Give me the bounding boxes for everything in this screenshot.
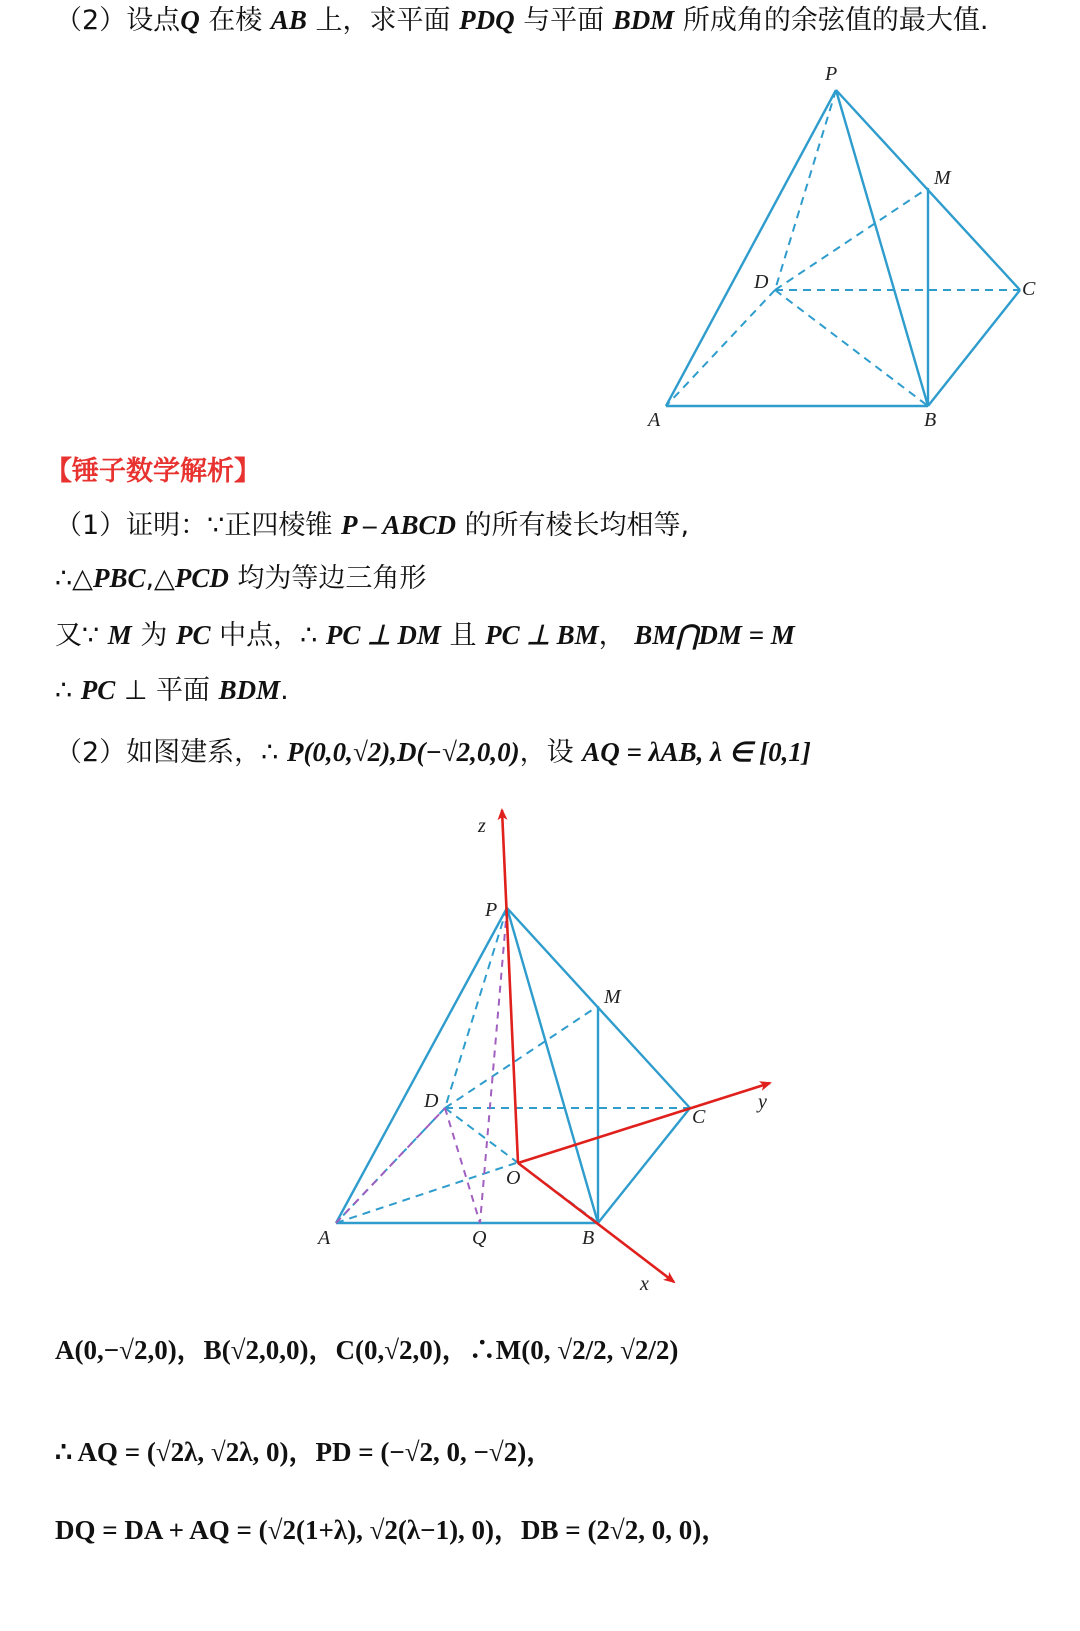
- label-Q2: Q: [472, 1227, 487, 1249]
- label-x: x: [640, 1273, 649, 1295]
- label-y: y: [758, 1091, 767, 1113]
- label-P2: P: [485, 899, 498, 921]
- solution-line-1: （1）证明：∵正四棱锥 P – ABCD 的所有棱长均相等,: [55, 510, 690, 541]
- equation-line-3: DQ = DA + AQ = (√2(1+λ), √2(λ−1), 0)，DB = (2√2, 0, 0)，: [55, 1515, 729, 1545]
- z-axis: [502, 810, 518, 1163]
- solution-line-2: ∴△PBC,△PCD 均为等边三角形: [55, 563, 427, 594]
- label-A: A: [648, 409, 661, 431]
- label-B: B: [924, 409, 937, 431]
- edge-PB: [836, 90, 928, 406]
- question-line: （2）设点Q 在棱 AB 上，求平面 PDQ 与平面 BDM 所成角的余弦值的最大值.: [55, 5, 989, 36]
- edge-PA: [666, 90, 836, 406]
- edge2-PQ: [480, 908, 507, 1223]
- edge-DA: [666, 290, 775, 406]
- label-P: P: [825, 63, 838, 85]
- label-C2: C: [692, 1106, 706, 1128]
- label-D2: D: [424, 1090, 439, 1112]
- equation-line-2: ∴ AQ = (√2λ, √2λ, 0)，PD = (−√2, 0, −√2)，: [55, 1437, 554, 1467]
- edge-BC: [928, 290, 1020, 406]
- edge-DM: [775, 188, 928, 290]
- solution-line-3: 又∵ M 为 PC 中点，∴ PC ⊥ DM 且 PC ⊥ BM， BM⋂DM = M: [55, 620, 795, 651]
- pyramid-figure: [0, 50, 1080, 490]
- y-axis: [518, 1083, 770, 1163]
- coordinate-figure: [0, 800, 1080, 1310]
- label-M: M: [934, 167, 951, 189]
- equation-line-1: A(0,−√2,0)，B(√2,0,0)，C(0,√2,0)，∴M(0, √2/2, √2/2): [55, 1335, 679, 1365]
- edge2-PB: [507, 908, 598, 1223]
- solution-line-5: （2）如图建系，∴ P(0,0,√2),D(−√2,0,0)，设 AQ = λAB, λ ∈ [0,1]: [55, 737, 811, 768]
- label-O: O: [506, 1167, 521, 1189]
- section-title: 【锤子数学解析】: [45, 456, 261, 487]
- edge2-DQ: [445, 1108, 480, 1223]
- label-A2: A: [318, 1227, 331, 1249]
- label-B2: B: [582, 1227, 595, 1249]
- label-D: D: [754, 271, 769, 293]
- edge2-BC: [598, 1108, 690, 1223]
- solution-line-4: ∴ PC ⊥ 平面 BDM.: [55, 675, 289, 706]
- edge-DB: [775, 290, 928, 406]
- edge2-DM: [445, 1006, 598, 1108]
- label-C: C: [1022, 278, 1036, 300]
- label-z: z: [478, 815, 486, 837]
- edge2-PA: [336, 908, 507, 1223]
- label-M2: M: [604, 986, 621, 1008]
- edge-PD: [775, 90, 836, 290]
- edge2-PD: [445, 908, 507, 1108]
